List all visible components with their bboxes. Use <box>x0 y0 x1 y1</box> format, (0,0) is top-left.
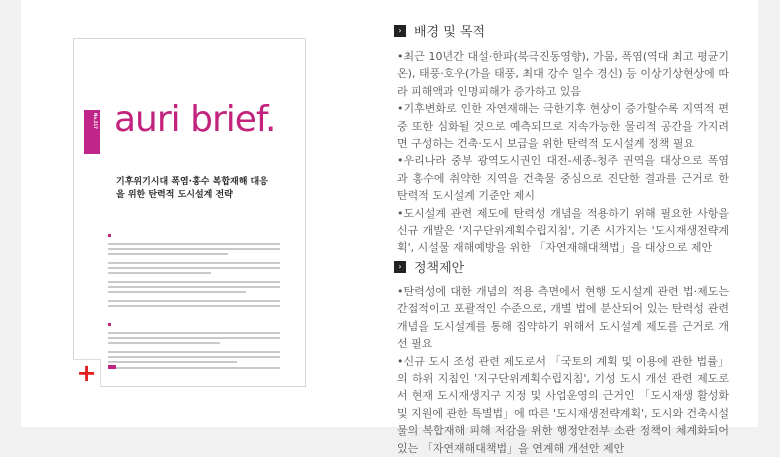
cover-text-block-2 <box>108 332 280 366</box>
issue-label: No.217 <box>93 113 98 129</box>
paragraph: •우리나라 중부 광역도시권인 대전-세종-청주 권역을 대상으로 폭염과 홍수에 취약한 지역을 건축물 중심으로 진단한 결과를 근거로 한 탄력적 도시설계 기준안 제시 <box>397 154 729 203</box>
paragraph: •기후변화로 인한 자연재해는 극한기후 현상이 증가할수록 지역적 편중 또한 심화될 것으로 예측되므로 지속가능한 물리적 공간을 가지려면 구성하는 건축·도시 보급을 위한 탄력적 도시설계 정책 필요 <box>397 102 729 151</box>
paragraph: •신규 도시 조성 관련 제도로서 「국토의 계획 및 이용에 관한 법률」의 하위 지침인 '지구단위계획수립지침', 기성 도시 개선 관련 제도로서 현재 도시재생지구 지정 및 사업운영의 근거인 「도시재생 활성화 및 지원에 관한 특별법」에 따른 '도시재생전략계획', 도시와 건축시설물의 복합재해 피해 저감을 위한 행정안전부 소관 정책이 체계화되어 있는 「자연재해대책법」을 연계해 개선안 제안 <box>397 354 729 455</box>
section-heading-text: 정책제안 <box>414 261 465 276</box>
cover-footer-mark <box>108 365 116 369</box>
expand-plus-button[interactable]: + <box>73 359 101 387</box>
paragraph: •도시설계 관련 제도에 탄력성 개념을 적용하기 위해 필요한 사항을 신규 개발은 '지구단위계획수립지침', 기존 시가지는 '도시재생전략계획', 시설물 재해예방을 위한 「자연재해대책법」을 대상으로 제안 <box>397 206 729 255</box>
chevron-right-icon: › <box>394 261 406 273</box>
paragraph: •최근 10년간 대설·한파(북극진동영향), 가뭄, 폭염(역대 최고 평균기온), 태풍·호우(가을 태풍, 최대 강수 일수 경신) 등 이상기상현상에 따라 피해액과 인명피해가 증가하고 있음 <box>397 50 729 98</box>
cover-section-marker <box>108 233 113 239</box>
brief-cover-thumbnail[interactable] <box>73 38 306 387</box>
chevron-right-icon: › <box>394 25 406 37</box>
brief-logo: auri brief. <box>114 99 276 140</box>
paragraph: •탄력성에 대한 개념의 적용 측면에서 현행 도시설계 관련 법·제도는 간접적이고 포괄적인 수준으로, 개별 법에 분산되어 있는 탄력성 관련 개념을 도시설계를 통해 집약하기 위해서 도시설계 제도를 근거로 개선 필요 <box>397 285 729 351</box>
cover-footer-line <box>108 367 280 369</box>
section-heading-policy <box>394 257 464 276</box>
section-body-policy <box>397 283 729 457</box>
cover-text-block <box>108 243 280 310</box>
section-body-background <box>397 48 729 257</box>
section-heading-text: 배경 및 목적 <box>414 25 486 40</box>
brief-title: 기후위기시대 폭염·홍수 복합재해 대응을 위한 탄력적 도시설계 전략 <box>116 177 268 200</box>
cover-section-marker-2 <box>108 322 113 328</box>
section-heading-background <box>394 21 485 40</box>
